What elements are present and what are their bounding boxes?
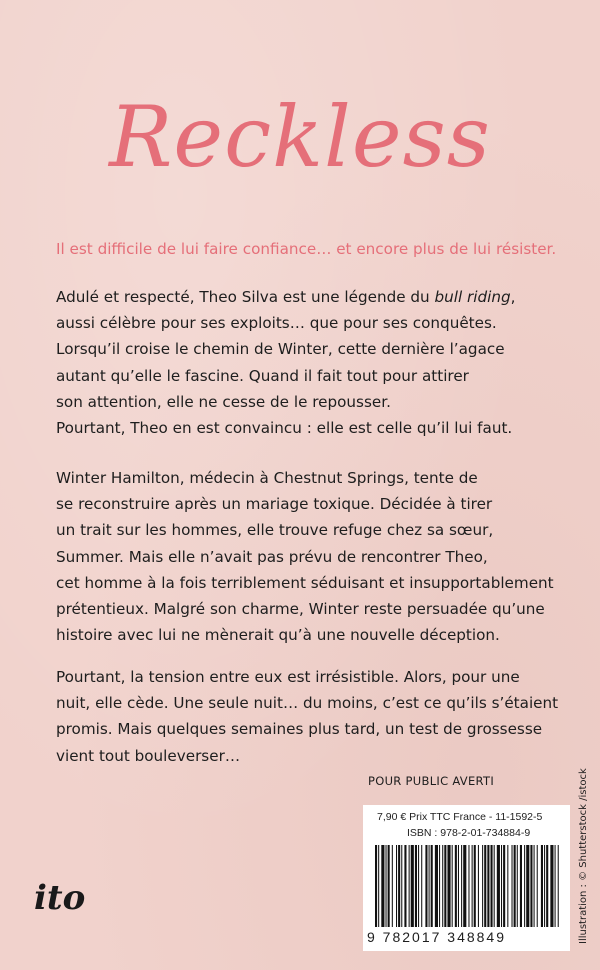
blurb-line: cet homme à la fois terriblement séduisant et insupportablement	[56, 573, 554, 592]
illustration-credit: Illustration : © Shutterstock /istock	[578, 768, 589, 944]
isbn-label: ISBN : 978-2-01-734884-9	[407, 827, 531, 839]
blurb-paragraph-2	[56, 465, 566, 648]
barcode-panel	[363, 805, 570, 951]
blurb-line: aussi célèbre pour ses exploits… que pour ses conquêtes.	[56, 314, 497, 333]
price-label: 7,90 € Prix TTC France - 11-1592-5	[377, 811, 543, 823]
blurb-line: Pourtant, Theo en est convaincu : elle est celle qu’il lui faut.	[56, 419, 513, 438]
blurb-paragraph-3	[56, 664, 566, 769]
audience-notice: POUR PUBLIC AVERTI	[368, 774, 495, 788]
blurb-line: son attention, elle ne cesse de le repousser.	[56, 392, 391, 411]
barcode-icon	[373, 845, 561, 927]
blurb-line: histoire avec lui ne mènerait qu’à une nouvelle déception.	[56, 626, 500, 645]
publisher-logo: ito	[34, 878, 86, 918]
tagline: Il est difficile de lui faire confiance… et encore plus de lui résister.	[56, 240, 557, 258]
blurb-line: Pourtant, la tension entre eux est irrésistible. Alors, pour une	[56, 668, 520, 686]
book-title: Reckless	[109, 88, 491, 186]
barcode-number: 9 782017 348849	[367, 929, 506, 945]
blurb-line: vient tout bouleverser…	[56, 746, 241, 765]
blurb-line: un trait sur les hommes, elle trouve refuge chez sa sœur,	[56, 521, 494, 540]
blurb-line: prétentieux. Malgré son charme, Winter reste persuadée qu’une	[56, 600, 545, 619]
blurb-line: se reconstruire après un mariage toxique. Décidée à tirer	[56, 495, 493, 514]
blurb-line: Lorsqu’il croise le chemin de Winter, cette dernière l’agace	[56, 340, 505, 359]
blurb-line: nuit, elle cède. Une seule nuit… du moins, c’est ce qu’ils s’étaient	[56, 694, 559, 713]
blurb-line: Winter Hamilton, médecin à Chestnut Springs, tente de	[56, 469, 478, 487]
blurb-line: Adulé et respecté, Theo Silva est une légende du bull riding,	[56, 288, 516, 306]
blurb-paragraph-1	[56, 284, 566, 441]
blurb-line: Summer. Mais elle n’avait pas prévu de rencontrer Theo,	[56, 547, 488, 566]
blurb-line: promis. Mais quelques semaines plus tard, un test de grossesse	[56, 720, 543, 739]
italic-phrase: bull riding	[434, 288, 511, 306]
blurb-line: autant qu’elle le fascine. Quand il fait tout pour attirer	[56, 366, 469, 385]
